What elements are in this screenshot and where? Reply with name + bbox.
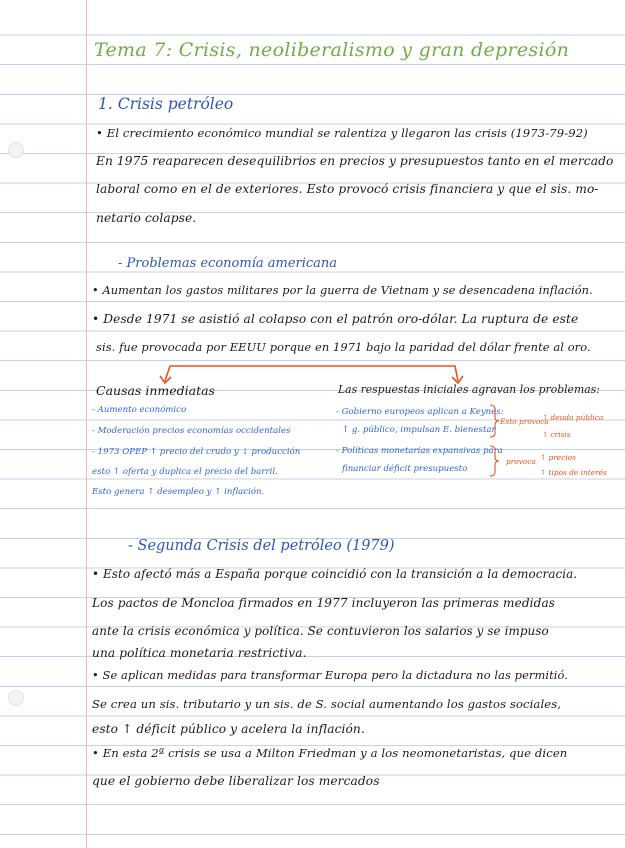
binder-hole [8, 690, 24, 706]
response-item: - Gobierno europeos aplican a Keynes: [336, 407, 504, 417]
section-heading-crisis-petroleo: 1. Crisis petróleo [98, 95, 234, 113]
arrow-line [165, 366, 458, 381]
brace-icon [490, 405, 499, 437]
causes-heading: Causas inmediatas [96, 383, 215, 398]
text-line: Los pactos de Moncloa firmados en 1977 incluyeron las primeras medidas [92, 596, 556, 610]
text-line: esto ↑ déficit público y acelera la inflación. [92, 722, 365, 736]
response-item: financiar déficit presupuesto [342, 464, 468, 474]
text-line: que el gobierno debe liberalizar los mercados [92, 774, 380, 788]
text-line: sis. fue provocada por EEUU porque en 1971 bajo la paridad del dólar frente al oro. [96, 340, 591, 354]
subheading-problemas-economia: - Problemas economía americana [118, 256, 338, 271]
text-line: • El crecimiento económico mundial se ralentiza y llegaron las crisis (1973-79-92) [96, 126, 588, 140]
effect-result: ↑ deuda pública [542, 413, 604, 422]
brace-icon [490, 446, 499, 476]
cause-item: - Aumento económico [92, 405, 187, 415]
effect-cause: provoca [506, 457, 536, 466]
text-line: una política monetaria restrictiva. [92, 646, 307, 660]
effect-result: ↑ tipos de interés [540, 468, 607, 477]
response-item: ↑ g. público, impulsan E. bienestar [342, 425, 496, 435]
subheading-segunda-crisis: - Segunda Crisis del petróleo (1979) [128, 538, 395, 554]
cause-item: - Moderación precios economías occidentales [92, 426, 291, 436]
effect-cause: Esto provoca [500, 417, 549, 426]
brace-group [488, 402, 502, 482]
page-title: Tema 7: Crisis, neoliberalismo y gran depresión [94, 39, 570, 61]
cause-item: Esto genera ↑ desempleo y ↑ inflación. [92, 487, 265, 497]
effect-result: ↑ crisis [542, 430, 571, 439]
responses-heading: Las respuestas iniciales agravan los problemas: [338, 383, 600, 396]
text-line: laboral como en el de exteriores. Esto provocó crisis financiera y que el sis. mo- [96, 182, 599, 196]
response-item: - Políticas monetarias expansivas para [336, 446, 503, 456]
text-line: • En esta 2ª crisis se usa a Milton Friedman y a los neomonetaristas, que dicen [92, 746, 568, 760]
effect-result: ↑ precios [540, 453, 576, 462]
text-line: En 1975 reaparecen desequilibrios en precios y presupuestos tanto en el mercado [96, 154, 614, 168]
text-line: Se crea un sis. tributario y un sis. de S. social aumentando los gastos sociales, [92, 697, 562, 711]
cause-item: esto ↑ oferta y duplica el precio del barril. [92, 467, 278, 477]
text-line: ante la crisis económica y política. Se contuvieron los salarios y se impuso [92, 624, 549, 638]
cause-item: - 1973 OPEP ↑ precio del crudo y ↓ producción [92, 447, 301, 457]
diagram-arrows [0, 0, 625, 420]
text-line: netario colapse. [96, 211, 197, 225]
text-line: • Aumentan los gastos militares por la guerra de Vietnam y se desencadena inflación. [92, 284, 593, 297]
text-line: • Desde 1971 se asistió al colapso con el patrón oro-dólar. La ruptura de este [92, 312, 579, 326]
text-line: • Esto afectó más a España porque coincidió con la transición a la democracia. [92, 567, 578, 581]
text-line: • Se aplican medidas para transformar Europa pero la dictadura no las permitió. [92, 668, 569, 682]
